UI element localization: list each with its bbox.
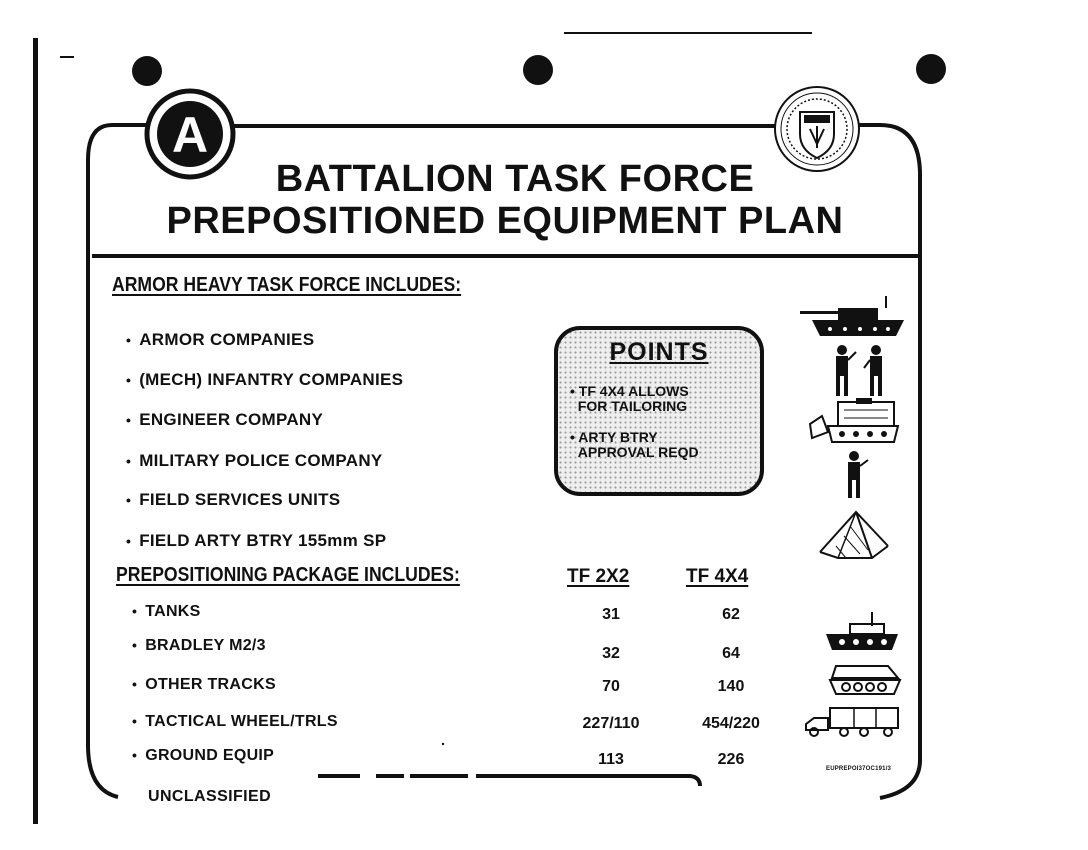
package-row-label: • TANKS <box>132 603 201 620</box>
point-item: • ARTY BTRY APPROVAL REQD <box>570 429 699 460</box>
tank-icon <box>800 294 910 340</box>
package-row-label: • GROUND EQUIP <box>132 747 275 764</box>
bradley-icon <box>822 610 902 654</box>
points-title: POINTS <box>609 338 709 366</box>
soldiers-icon <box>828 344 892 398</box>
title-line-2: PREPOSITIONED EQUIPMENT PLAN <box>166 200 844 242</box>
package-value-tf4x4: 454/220 <box>702 715 760 732</box>
truck-trailer-icon <box>804 704 902 738</box>
package-value-tf4x4: 64 <box>722 645 740 662</box>
package-value-tf2x2: 113 <box>598 751 624 768</box>
armor-item: • ENGINEER COMPANY <box>126 410 324 429</box>
package-row-label: • TACTICAL WHEEL/TRLS <box>132 713 338 730</box>
column-header-tf4x4: TF 4X4 <box>686 566 749 587</box>
package-row-label: • OTHER TRACKS <box>132 676 276 693</box>
package-value-tf4x4: 140 <box>717 678 745 695</box>
package-value-tf2x2: 31 <box>602 606 620 623</box>
armor-item: • FIELD SERVICES UNITS <box>126 490 341 509</box>
engineer-vehicle-icon <box>808 398 900 446</box>
package-value-tf2x2: 70 <box>602 678 620 695</box>
package-value-tf2x2: 227/110 <box>582 715 640 732</box>
package-value-tf2x2: 32 <box>602 645 620 662</box>
armor-item: • (MECH) INFANTRY COMPANIES <box>126 370 404 389</box>
package-row-label: • BRADLEY M2/3 <box>132 637 266 654</box>
armor-header: ARMOR HEAVY TASK FORCE INCLUDES: <box>112 274 462 296</box>
soldier-icon <box>840 450 870 500</box>
package-header: PREPOSITIONING PACKAGE INCLUDES: <box>116 564 460 586</box>
classification-marking: UNCLASSIFIED <box>148 788 272 805</box>
armor-item: • MILITARY POLICE COMPANY <box>126 451 383 470</box>
armor-item: • FIELD ARTY BTRY 155mm SP <box>126 531 387 550</box>
logo-letter: A <box>171 107 209 163</box>
point-item: • TF 4X4 ALLOWS FOR TAILORING <box>570 383 689 414</box>
tent-icon <box>816 506 892 562</box>
points-box <box>554 326 764 496</box>
column-header-tf2x2: TF 2X2 <box>567 566 630 587</box>
tracked-carrier-icon <box>828 662 902 696</box>
armor-item: • ARMOR COMPANIES <box>126 330 315 349</box>
title-line-1: BATTALION TASK FORCE <box>275 158 755 200</box>
package-value-tf4x4: 62 <box>722 606 740 623</box>
document-id: EUPREPOI37OC191/3 <box>826 766 892 772</box>
package-value-tf4x4: 226 <box>717 751 745 768</box>
